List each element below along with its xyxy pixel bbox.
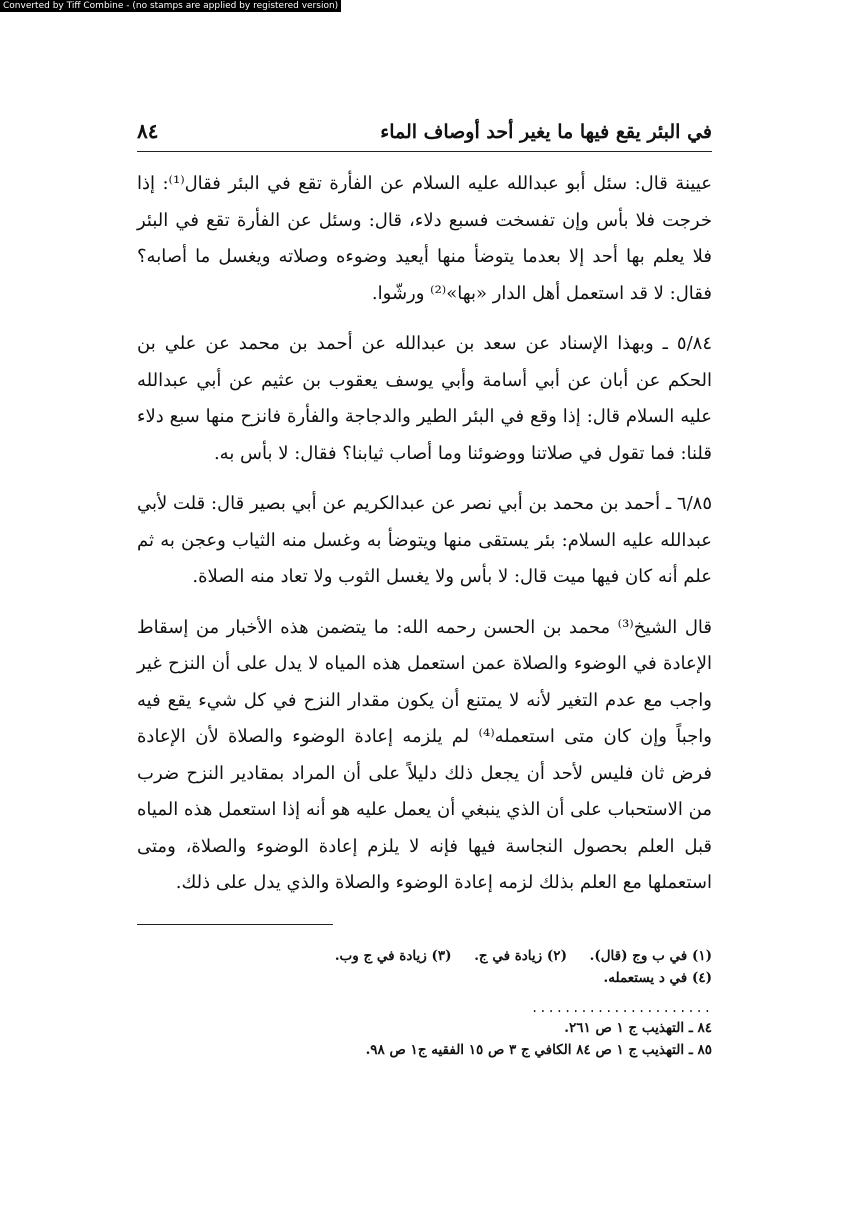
footnote-4: (٤) في د يستعمله. xyxy=(603,969,712,986)
running-title: في البئر يقع فيها ما يغير أحد أوصاف الماء xyxy=(380,121,712,143)
paragraph-2: ٥/٨٤ ـ وبهذا الإسناد عن سعد بن عبدالله عن أحمد بن محمد عن علي بن الحكم عن أبان عن أبي أسامة وأبي يوسف يعقوب بن عثيم عن أبي عبدالله عليه السلام قال: إذا وقع في البئر الطير والدجاجة والفأرة فانزح منها سبع دلاء قلنا: فما تقول في صلاتنا ووضوئنا وما أصاب ثيابنا؟ فقال: لا بأس به. xyxy=(137,333,712,464)
paragraph-1: عيينة قال: سئل أبو عبدالله عليه السلام عن الفأرة تقع في البئر فقال⁽¹⁾: إذا خرجت فلا بأس وإن تفسخت فسبع دلاء، قال: وسئل عن الفأرة تقع في البئر فلا يعلم بها أحد إلا بعدما يتوضأ منها أيعيد وضوءه وصلاته ويغسل ما أصابه؟ فقال: لا قد استعمل أهل الدار «بها»⁽²⁾ ورشّوا. xyxy=(137,173,712,304)
page-number: ٨٤ xyxy=(137,119,159,143)
reference-84: ٨٤ ـ التهذيب ج ١ ص ٢٦١. xyxy=(564,1019,712,1036)
paragraph-4: قال الشيخ⁽³⁾ محمد بن الحسن رحمه الله: ما يتضمن هذه الأخبار من إسقاط الإعادة في الوضوء والصلاة عمن استعمل هذه المياه لا يدل على أن النزح غير واجب مع عدم التغير لأنه لا يمتنع أن يكون مقدار النزح في كل شيء يقع فيه واجباً وإن كان متى استعمله⁽⁴⁾ لم يلزمه إعادة الوضوء والصلاة لأن الإعادة فرض ثان فليس لأحد أن يجعل ذلك دليلاً على أن المراد بمقادير النزح ضرب من الاستحباب على أن الذي ينبغي أن يعمل عليه هو أنه إذا استعمل هذه المياه قبل العلم بحصول النجاسة فيها فإنه لا يلزم إعادة الوضوء والصلاة، ومتى استعملها مع العلم بذلك لزمه إعادة الوضوء والصلاة والذي يدل على ذلك. xyxy=(137,616,712,893)
footnote-2: (٢) زيادة في ج. xyxy=(474,947,567,964)
source-references xyxy=(137,1017,712,1061)
paragraph-3: ٦/٨٥ ـ أحمد بن محمد بن أبي نصر عن عبدالكريم عن أبي بصير قال: قلت لأبي عبدالله عليه السلام: بئر يستقى منها ويتوضأ به وغسل منه الثياب وعجن به ثم علم أنه كان فيها ميت قال: لا بأس ولا يغسل الثوب ولا تعاد منه الصلاة. xyxy=(137,493,712,587)
footnote-3: (٣) زيادة في ج وب. xyxy=(334,947,452,964)
converter-banner: Converted by Tiff Combine - (no stamps are applied by registered version) xyxy=(0,0,341,12)
footnote-line-1 xyxy=(137,945,712,967)
book-page xyxy=(137,118,712,1061)
footnotes xyxy=(137,945,712,989)
footnote-separator-wrap xyxy=(137,902,712,925)
dotted-separator: ...................... xyxy=(531,1000,712,1015)
footnote-rule xyxy=(137,924,333,925)
footnote-line-2 xyxy=(137,967,712,989)
footnote-1: (١) في ب وج (قال). xyxy=(589,947,712,964)
page-header xyxy=(137,118,712,152)
reference-85: ٨٥ ـ التهذيب ج ١ ص ٨٤ الكافي ج ٣ ص ١٥ الفقيه ج١ ص ٩٨. xyxy=(365,1041,712,1058)
